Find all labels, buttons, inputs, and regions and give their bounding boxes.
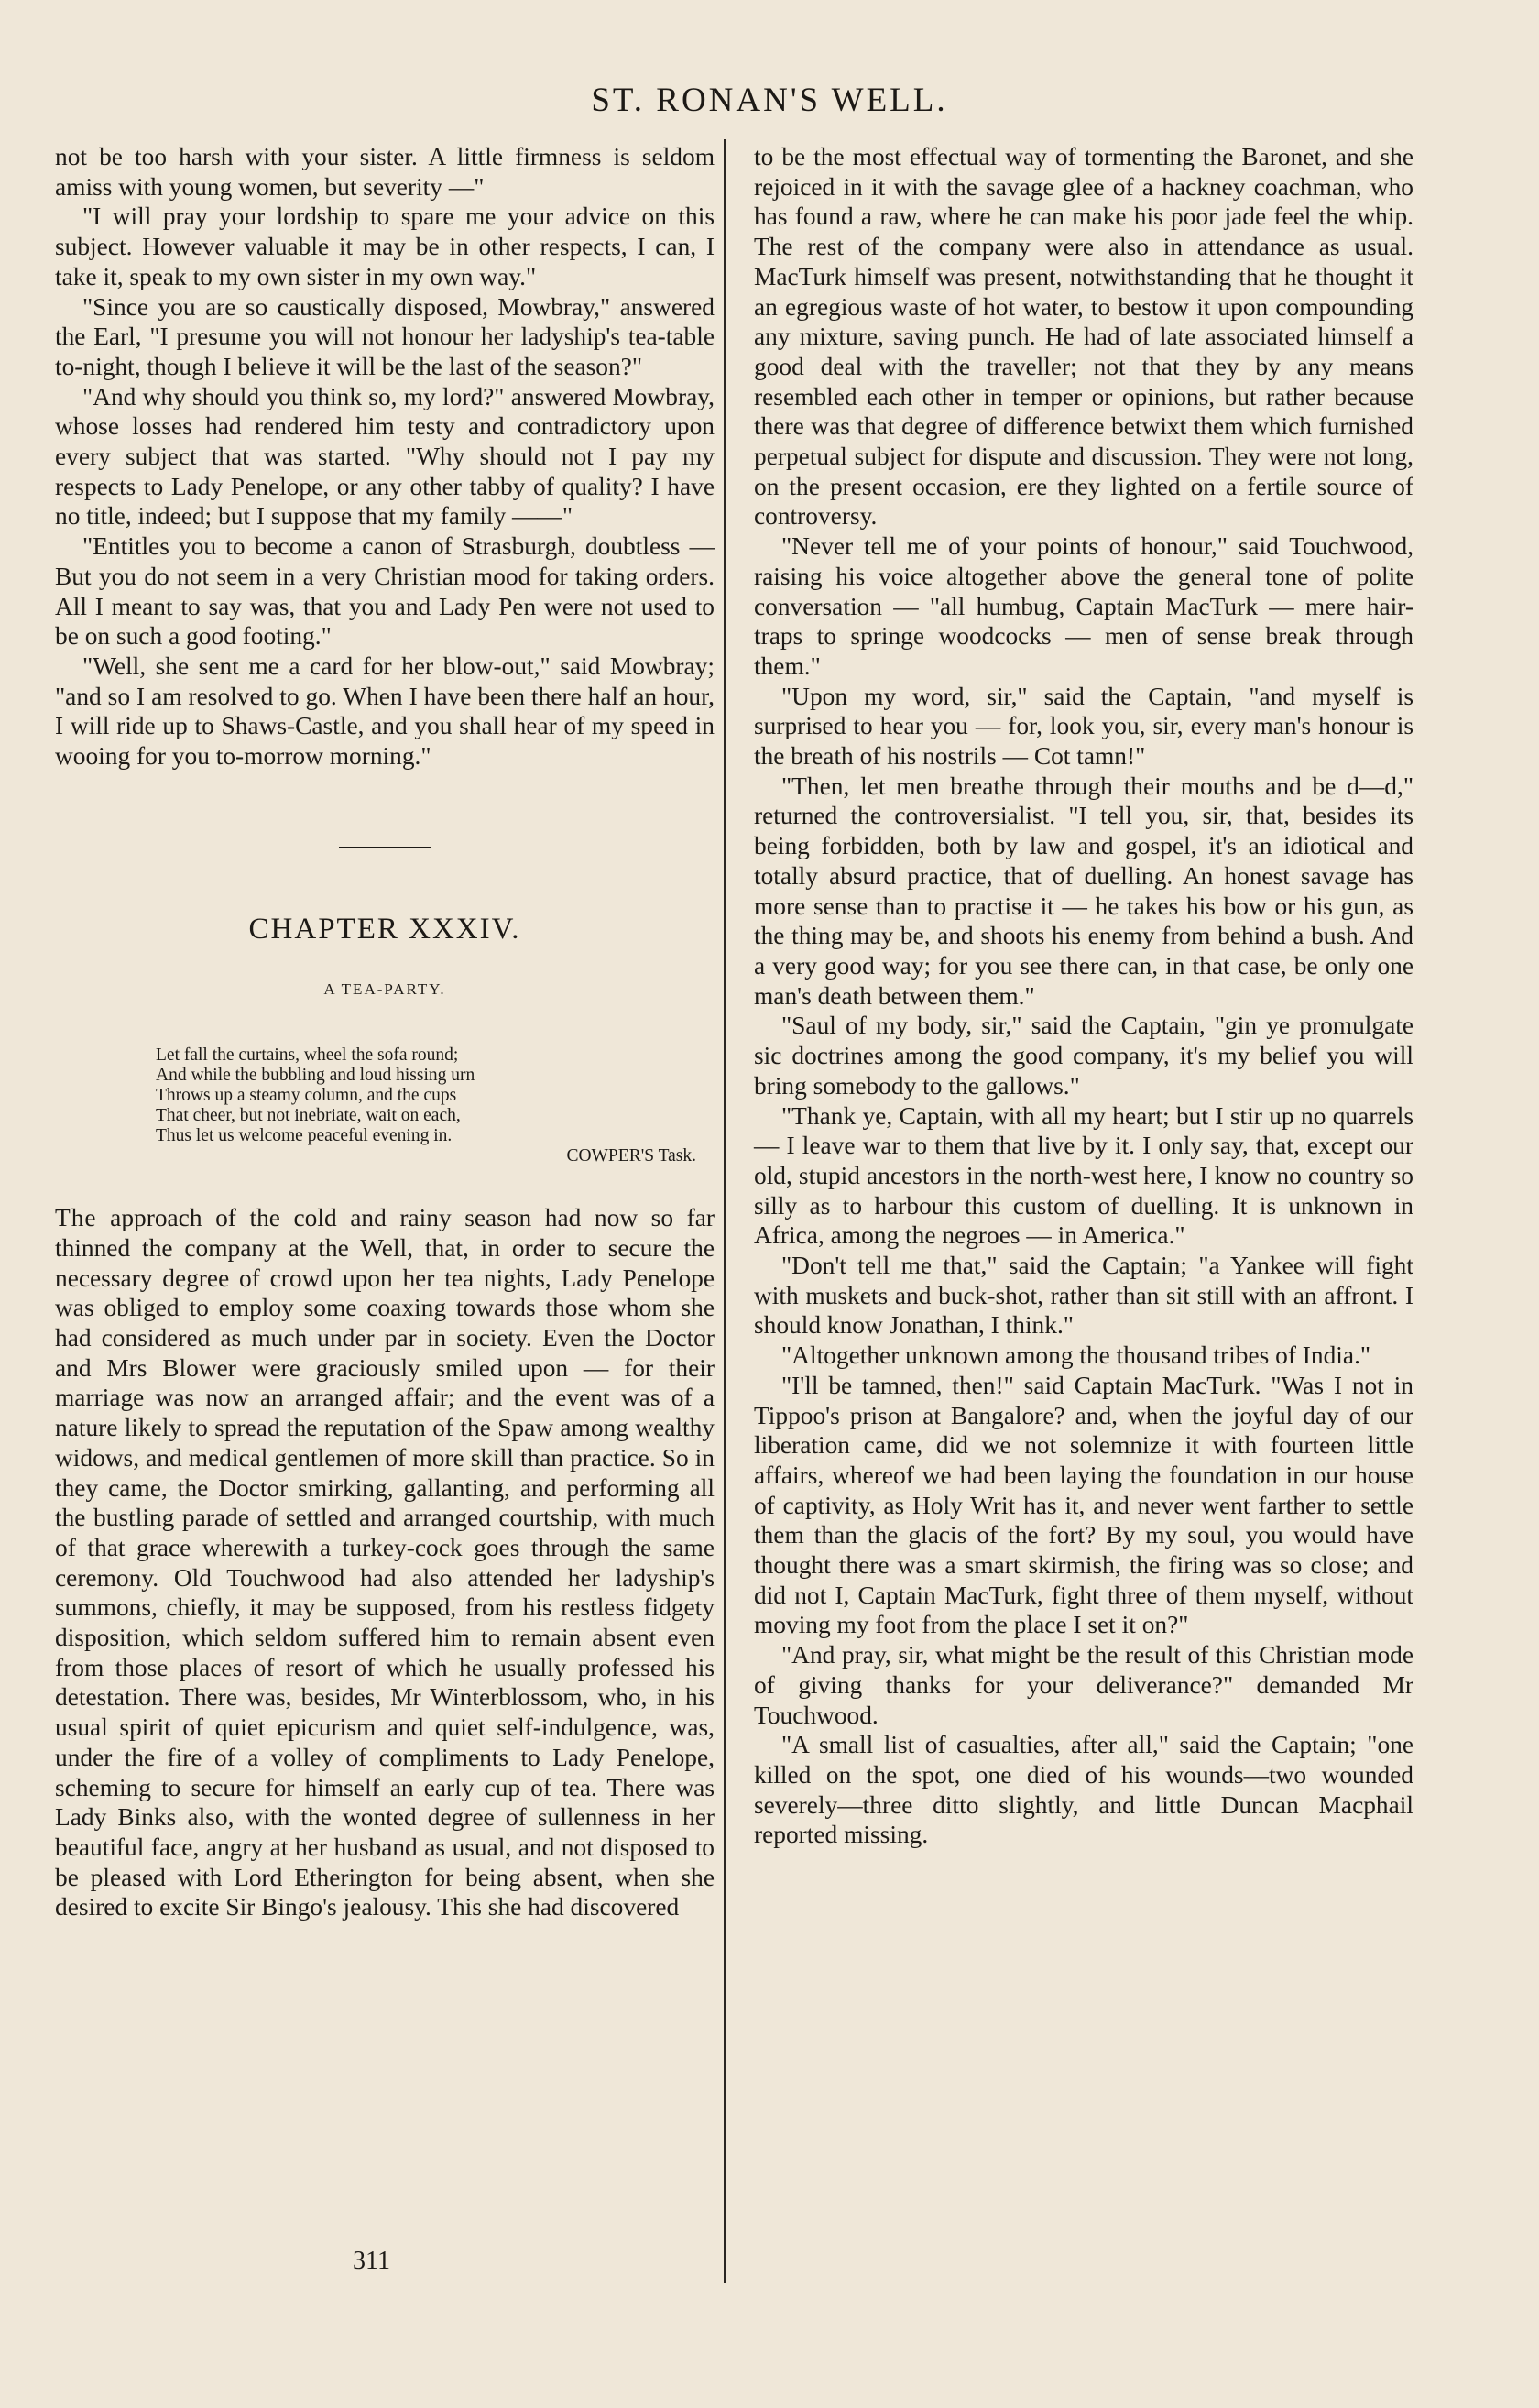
- opening-paragraph-text: approach of the cold and rainy season had now so far thinned the company at the Well, that, in order to secure the necessary degree of crowd upon her tea nights, Lady Penelope was obliged to employ some coaxing towards those whom she had considered as much under par in society. Even the Doctor and Mrs Blower were graciously smiled upon — for their marriage was now an arranged affair; and the event was of a nature likely to spread the reputation of the Spaw among wealthy widows, and medical gentlemen of more skill than practice. So in they came, the Doctor smirking, gallanting, and performing all the bustling parade of settled and arranged courtship, with much of that grace wherewith a turkey-cock goes through the same ceremony. Old Touchwood had also attended her ladyship's summons, chiefly, it may be supposed, from his restless fidgety disposition, which seldom suffered him to remain absent even from those places of resort of which he usually professed his detestation. There was, besides, Mr Winterblossom, who, in his usual spirit of quiet epicurism and quiet self-indulgence, was, under the fire of a volley of compliments to Lady Penelope, scheming to secure for himself an early cup of tea. There was Lady Binks also, with the wonted degree of sullenness in her beautiful face, angry at her husband as usual, and not disposed to be pleased with Lord Etherington for being absent, when she desired to excite Sir Bingo's jealousy. This she had discovered: [55, 1204, 715, 1921]
- page-number: 311: [353, 2247, 390, 2275]
- section-separator: [339, 847, 431, 848]
- epigraph-line: Throws up a steamy column, and the cups: [156, 1086, 457, 1106]
- column-divider: [724, 139, 726, 2283]
- chapter-subtitle: A TEA-PARTY.: [323, 980, 446, 999]
- right-column: [754, 142, 1413, 1850]
- paragraph: "A small list of casualties, after all," said the Captain; "one killed on the spot, one died of his wounds—two wounded severely—three ditto slightly, and little Duncan Macphail reported missing.: [754, 1731, 1413, 1849]
- left-column-paragraphs: [55, 142, 715, 772]
- opening-word: The: [55, 1204, 97, 1232]
- paragraph: "Never tell me of your points of honour," said Touchwood, raising his voice altogether above the general tone of polite conversation — "all humbug, Captain MacTurk — mere hair-traps to springe woodcocks — men of sense break through them.": [754, 532, 1413, 680]
- running-head: ST. RONAN'S WELL.: [591, 82, 948, 119]
- paragraph: "Entitles you to become a canon of Strasburgh, doubtless — But you do not seem in a very Christian mood for taking orders. All I meant to say was, that you and Lady Pen were not used to be on such a good footing.": [55, 532, 715, 651]
- paragraph: "I will pray your lordship to spare me your advice on this subject. However valuable it may be in other respects, I can, I take it, speak to my own sister in my own way.": [55, 202, 715, 290]
- epigraph-line: Thus let us welcome peaceful evening in.: [156, 1126, 453, 1146]
- paragraph: "Saul of my body, sir," said the Captain, "gin ye promulgate sic doctrines among the good company, it's my belief you will bring somebody to the gallows.": [754, 1012, 1413, 1100]
- epigraph-attribution: COWPER'S Task.: [566, 1146, 696, 1166]
- left-column: [55, 142, 715, 1922]
- epigraph-line: Let fall the curtains, wheel the sofa round;: [156, 1045, 459, 1066]
- paragraph: "Upon my word, sir," said the Captain, "and myself is surprised to hear you — for, look you, sir, every man's honour is the breath of his nostrils — Cot tamn!": [754, 682, 1413, 771]
- paragraph: "Thank ye, Captain, with all my heart; but I stir up no quarrels — I leave war to them that live by it. I only say, that, except our old, stupid ancestors in the north-west here, I know no country so silly as to harbour this custom of duelling. It is unknown in Africa, among the negroes — in America.": [754, 1101, 1413, 1250]
- paragraph: "And pray, sir, what might be the result of this Christian mode of giving thanks for your deliverance?" demanded Mr Touchwood.: [754, 1641, 1413, 1729]
- paragraph: "Then, let men breathe through their mouths and be d—d," returned the controversialist. "I tell you, sir, that, besides its being forbidden, both by law and gospel, it's an idiotical and totally absurd practice, that of duelling. An honest savage has more sense than to practise it — he takes his bow or his gun, as the thing may be, and shoots his enemy from behind a bush. And a very good way; for you see there can, in that case, be only one man's death between them.": [754, 772, 1413, 1010]
- chapter-heading: CHAPTER XXXIV.: [248, 912, 521, 946]
- epigraph-line: That cheer, but not inebriate, wait on each,: [156, 1106, 461, 1126]
- epigraph-line: And while the bubbling and loud hissing urn: [156, 1066, 475, 1086]
- paragraph: "I'll be tamned, then!" said Captain MacTurk. "Was I not in Tippoo's prison at Bangalore? and, when the joyful day of our liberation came, did we not solemnize it with fourteen little affairs, whereof we had been laying the foundation in our house of captivity, as Holy Writ has it, and never went farther to settle them than the glacis of the fort? By my soul, you would have thought there was a smart skirmish, the firing was so close; and did not I, Captain MacTurk, fight three of them myself, without moving my foot from the place I set it on?": [754, 1371, 1413, 1639]
- paragraph: "And why should you think so, my lord?" answered Mowbray, whose losses had rendered him testy and contradictory upon every subject that was started. "Why should not I pay my respects to Lady Penelope, or any other tabby of quality? I have no title, indeed; but I suppose that my family ——": [55, 382, 715, 531]
- paragraph: "Altogether unknown among the thousand tribes of India.": [781, 1341, 1371, 1370]
- chapter-opening-paragraph: [55, 1203, 715, 1922]
- right-column-paragraphs: [754, 142, 1413, 1850]
- epigraph: [156, 1045, 715, 1166]
- paragraph: to be the most effectual way of tormenting the Baronet, and she rejoiced in it with the savage glee of a hackney coachman, who has found a raw, where he can make his poor jade feel the whip. The rest of the company were also in attendance as usual. MacTurk himself was present, notwithstanding that he thought it an egregious waste of hot water, to bestow it upon compounding any mixture, saving punch. He had of late associated himself a good deal with the traveller; not that they by any means resembled each other in temper or opinions, but rather because there was that degree of difference betwixt them which furnished perpetual subject for dispute and discussion. They were not long, on the present occasion, ere they lighted on a fertile source of controversy.: [754, 143, 1413, 531]
- paragraph: "Since you are so caustically disposed, Mowbray," answered the Earl, "I presume you will not honour her ladyship's tea-table to-night, though I believe it will be the last of the season?": [55, 292, 715, 380]
- paragraph: not be too harsh with your sister. A little firmness is seldom amiss with young women, but severity —": [55, 143, 715, 201]
- paragraph: "Don't tell me that," said the Captain; "a Yankee will fight with muskets and buck-shot, rather than sit still with an affront. I should know Jonathan, I think.": [754, 1252, 1413, 1340]
- paragraph: "Well, she sent me a card for her blow-out," said Mowbray; "and so I am resolved to go. When I have been there half an hour, I will ride up to Shaws-Castle, and you shall hear of my speed in wooing for you to-morrow morning.": [55, 651, 715, 771]
